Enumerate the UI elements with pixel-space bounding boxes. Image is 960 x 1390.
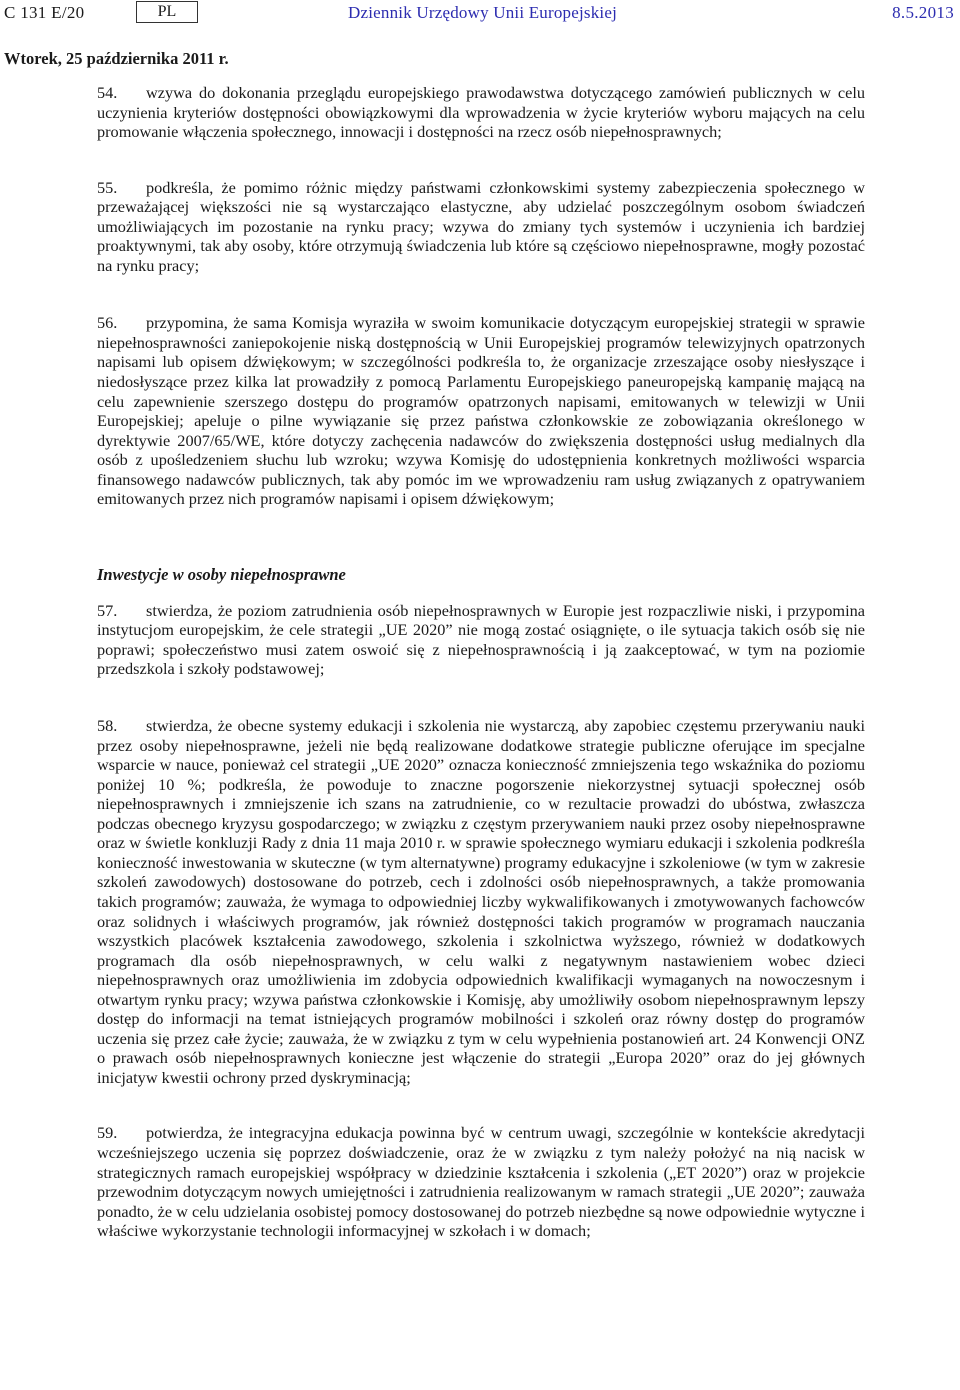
paragraph-text: potwierdza, że integracyjna edukacja powinna być w centrum uwagi, szczególnie w kontekście akredytacji wcześniejszego uczenia się poprzez doświadczenie, oraz że w związku z tym należy położyć na nią nacisk w strategicznych ramach europejskiej współpracy w dziedzinie kształcenia i szkolenia („ET 2020”) oraz w projekcie przewodnim dotyczącym nowych umiejętności i zatrudnienia realizowanym w ramach strategii „UE 2020”; zauważa ponadto, że w celu udzielania osobistej pomocy dostosowanej do potrzeb niezbędne są nowe odpowiednie wytyczne i właściwe wykorzystanie technologii informacyjnej w szkołach i w domach;	[97, 1123, 865, 1241]
paragraph-54	[97, 83, 865, 142]
paragraph-number: 56.	[97, 313, 118, 333]
document-body	[97, 83, 865, 1241]
section-heading: Inwestycje w osoby niepełnosprawne	[97, 564, 346, 584]
publication-date: 8.5.2013	[892, 3, 954, 22]
paragraph-text: stwierdza, że poziom zatrudnienia osób niepełnosprawnych w Europie jest rozpaczliwie niski, i przypomina instytucjom europejskim, że cele strategii „UE 2020” nie mogą zostać osiągnięte, o ile sytuacja takich osób się nie poprawi; społeczeństwo musi zatem oswoić się z niepełnosprawnością i ją zaakceptować, w tym na poziomie przedszkola i szkoły podstawowej;	[97, 600, 865, 679]
paragraph-56	[97, 313, 865, 508]
paragraph-58	[97, 716, 865, 1087]
journal-title: Dziennik Urzędowy Unii Europejskiej	[348, 3, 618, 22]
paragraph-number: 58.	[97, 716, 118, 736]
paragraph-number: 57.	[97, 600, 118, 620]
paragraph-57	[97, 601, 865, 679]
paragraph-number: 54.	[97, 83, 118, 102]
paragraph-55	[97, 178, 865, 276]
paragraph-text: podkreśla, że pomimo różnic między państwami członkowskimi systemy zabezpieczenia społecznego w przeważającej większości nie są wystarczająco elastyczne, aby udzielać poszczególnym osobom świadczeń umożliwiających im pozostanie na rynku pracy; wzywa do zmiany tych systemów i uczynienia ich bardziej proaktywnymi, tak aby osoby, które otrzymują świadczenia lub które są częściowo niepełnosprawne, mogły pozostać na rynku pracy;	[97, 177, 865, 275]
paragraph-59	[97, 1123, 865, 1240]
page-header	[0, 0, 960, 30]
paragraph-text: wzywa do dokonania przeglądu europejskiego prawodawstwa dotyczącego zamówień publicznych w celu uczynienia kryteriów dostępności obowiązkowymi dla wprowadzenia w życie kryteriów wyboru mających na celu promowanie włączenia społecznego, innowacji i dostępności na rzecz osób niepełnosprawnych;	[97, 83, 865, 142]
paragraph-number: 59.	[97, 1123, 118, 1143]
session-date: Wtorek, 25 października 2011 r.	[4, 49, 229, 68]
language-badge: PL	[136, 1, 198, 23]
paragraph-number: 55.	[97, 177, 118, 197]
page-reference: C 131 E/20	[4, 3, 85, 22]
paragraph-text: przypomina, że sama Komisja wyraziła w swoim komunikacie dotyczącym europejskiej strategii w sprawie niepełnosprawności zaniepokojenie niską dostępnością w Unii Europejskiej programów telewizyjnych opatrzonych napisami lub opisem dźwiękowym; w szczególności podkreśla to, że organizacje zrzeszające osoby niesłyszące i niedosłyszące przez kilka lat prowadziły z pomocą Parlamentu Europejskiego paneuropejską kampanię mającą na celu zapewnienie szerszego dostępu do programów opatrzonych napisami, emitowanych w telewizji w Unii Europejskiej; apeluje o pilne wywiązanie się przez państwa członkowskie ze zobowiązania określonego w dyrektywie 2007/65/WE, które dotyczy zachęcenia nadawców do zwiększenia dostępności usług medialnych dla osób z upośledzeniem słuchu lub wzroku; wzywa Komisję do udostępnienia konkretnych możliwości wsparcia finansowego nadawców publicznych, tak aby pomóc im we wprowadzeniu ram usług związanych z opatrywaniem emitowanych przez nich programów napisami i opisem dźwiękowym;	[97, 313, 865, 509]
paragraph-text: stwierdza, że obecne systemy edukacji i szkolenia nie wystarczą, aby zapobiec częstemu przerywaniu nauki przez osoby niepełnosprawne, jeżeli nie będą realizowane dodatkowe strategie publiczne oferujące im specjalne wsparcie w nauce, ponieważ cel strategii „UE 2020” oznacza konieczność zmniejszenia tego wskaźnika do poziomu poniżej 10 %; podkreśla, że powoduje to znaczne pogorszenie niekorzystnej sytuacji społecznej osób niepełnosprawnych i zmniejszenie ich szans na zatrudnienie, co w rezultacie prowadzi do ubóstwa, zwłaszcza podczas obecnego kryzysu gospodarczego; w związku z częstym przerywaniem nauki przez osoby niepełnosprawne oraz w świetle konkluzji Rady z dnia 11 maja 2010 r. w sprawie społecznego wymiaru edukacji i szkolenia podkreśla konieczność inwestowania w skuteczne (w tym alternatywne) programy edukacyjne i szkoleniowe (w tym w zakresie szkoleń zawodowych) dostosowane do potrzeb, cech i zdolności osób niepełnosprawnych, a także promowania takich programów; zauważa, że wymaga to odpowiedniej liczby wykwalifikowanych i zmotywowanych fachowców oraz solidnych i właściwych programów, jak również dostępności takich programów w programach nauczania wszystkich placówek kształcenia zawodowego, szkolenia i szkolnictwa wyższego, również w dodatkowych programach dla osób niepełnosprawnych, w celu walki z negatywnym nastawieniem wobec dzieci niepełnosprawnych oraz umożliwienia im zdobycia odpowiednich kwalifikacji wymaganych na nowoczesnym i otwartym rynku pracy; wzywa państwa członkowskie i Komisję, aby umożliwiły osobom niepełnosprawnym lepszy dostęp do informacji na temat istniejących programów mobilności i szkoleń oraz równy dostęp do programów uczenia się przez całe życie; zauważa, że w związku z tym w celu wypełnienia postanowień art. 24 Konwencji ONZ o prawach osób niepełnosprawnych konieczne jest włączenie do strategii „Europa 2020” oraz do jej głównych inicjatyw kwestii ochrony przed dyskryminacją;	[97, 716, 865, 1087]
